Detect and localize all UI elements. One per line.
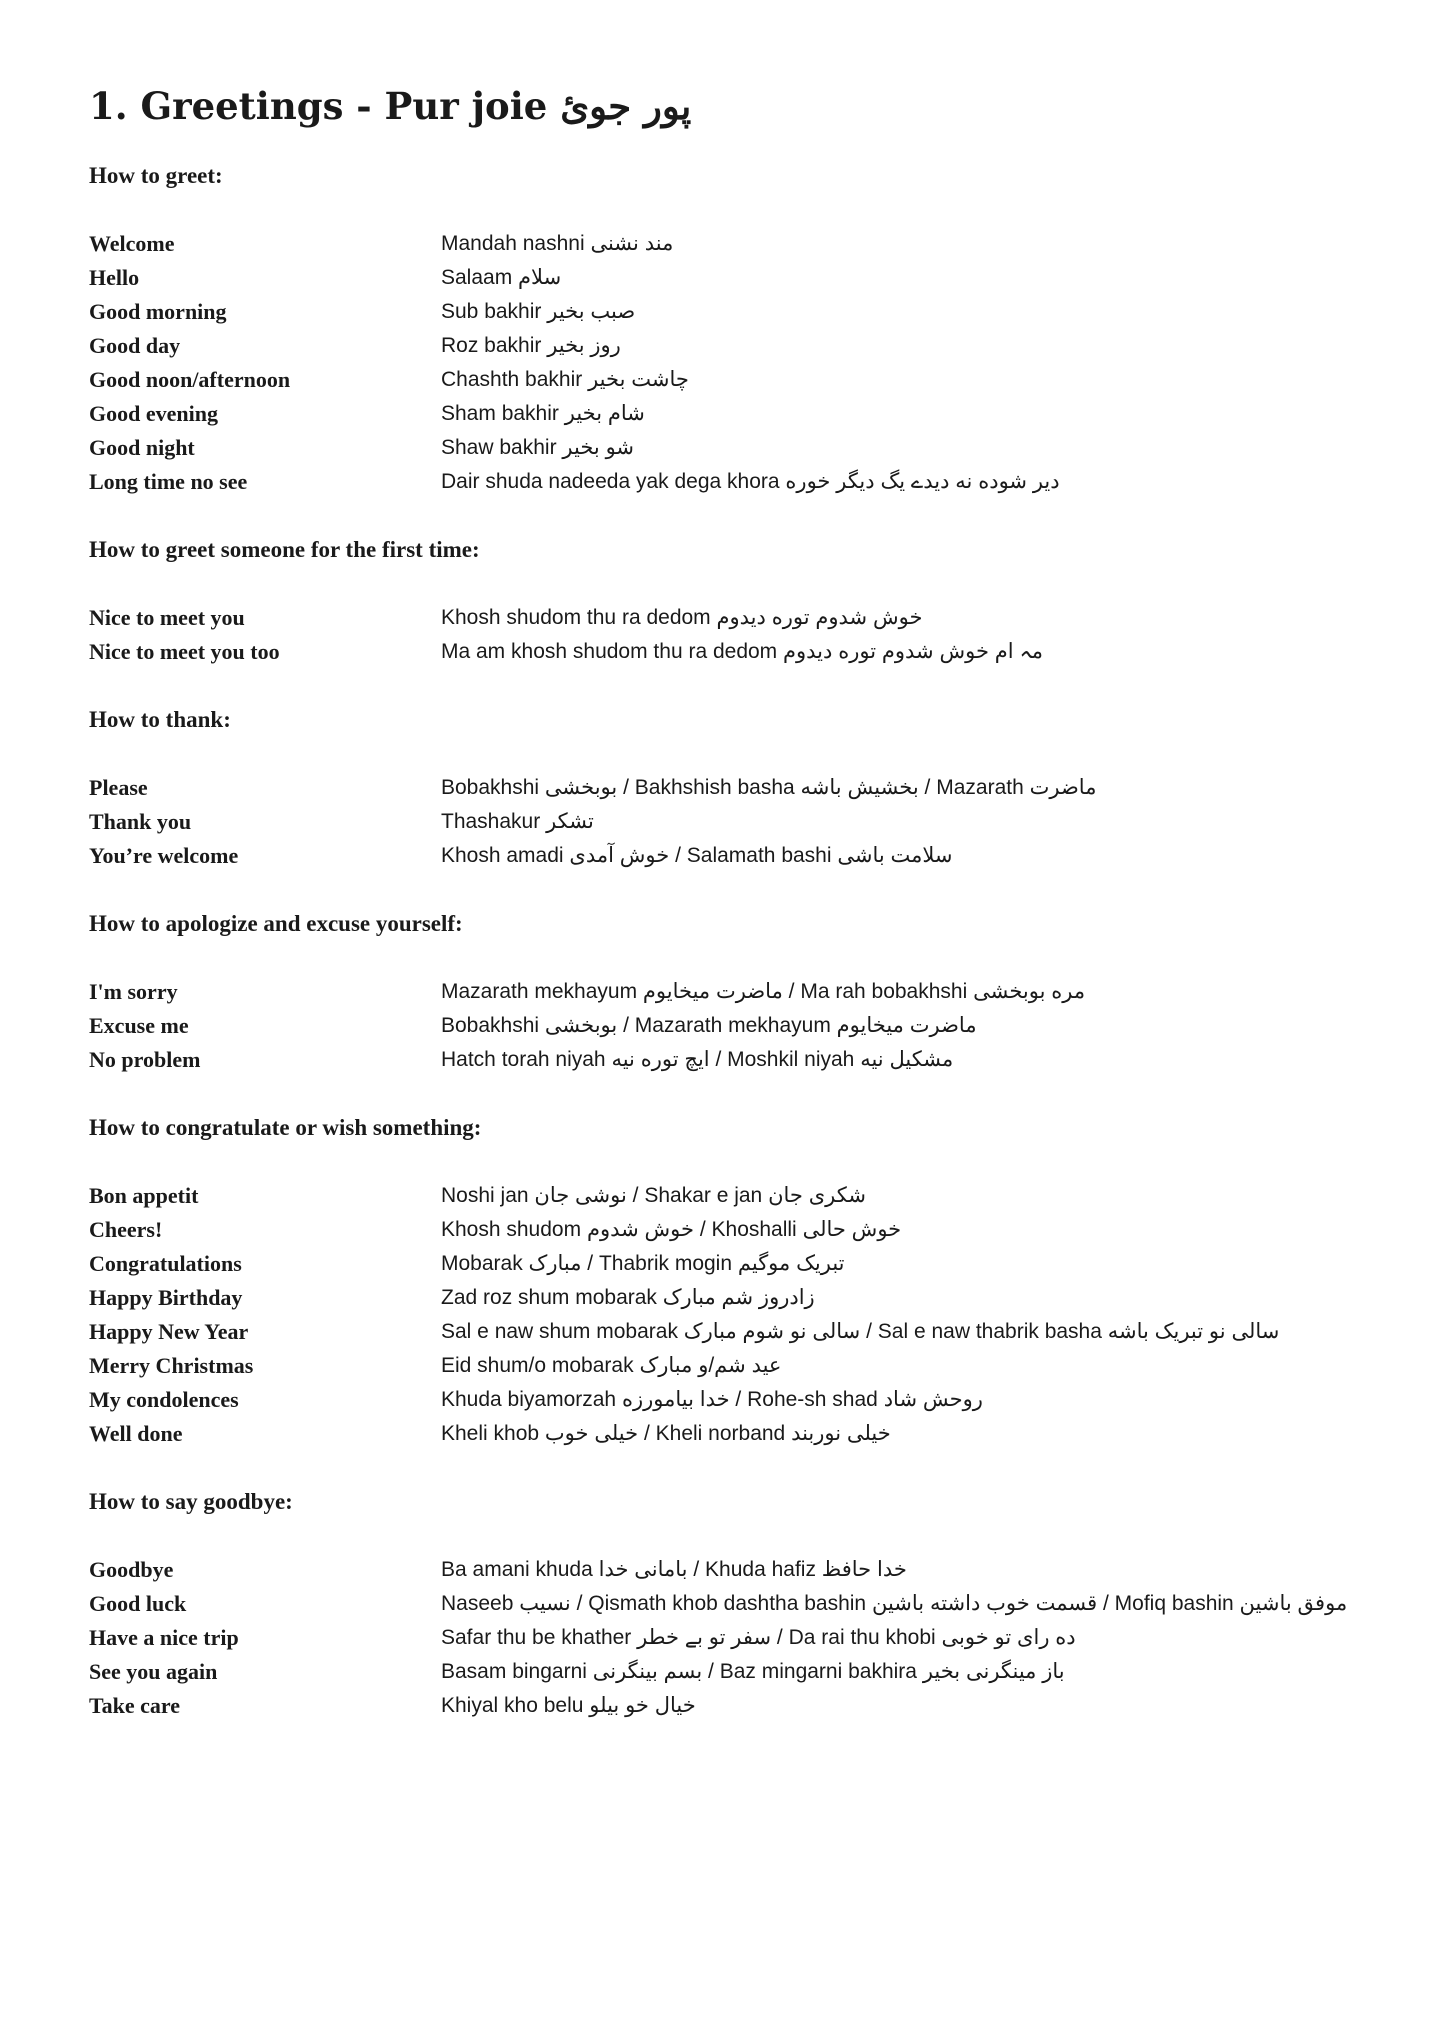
- english-term: Welcome: [89, 231, 175, 256]
- hazaragi-translation: Khuda biyamorzah خدا بیامورزه / Rohe-sh shad روحش شاد: [441, 1388, 983, 1411]
- hazaragi-translation: Khosh shudom thu ra dedom خوش شدوم توره دیدوم: [441, 606, 923, 629]
- phrase-row: [89, 635, 1379, 669]
- phrase-row: [89, 1009, 1379, 1043]
- english-term: Merry Christmas: [89, 1353, 254, 1378]
- phrase-row: [89, 363, 1379, 397]
- hazaragi-translation: Khosh amadi خوش آمدی / Salamath bashi سلامت باشی: [441, 844, 953, 867]
- hazaragi-translation: Eid shum/o mobarak عید شم/و مبارک: [441, 1354, 782, 1377]
- english-term: Good day: [89, 333, 181, 358]
- hazaragi-translation: Naseeb نسیب / Qismath khob dashtha bashin قسمت خوب داشته باشین / Mofiq bashin موفق باشین: [441, 1592, 1348, 1615]
- phrase-row: [89, 397, 1379, 431]
- section-heading: How to greet someone for the first time:: [89, 537, 480, 562]
- phrase-row: [89, 1553, 1379, 1587]
- english-term: Cheers!: [89, 1217, 163, 1242]
- english-term: Good evening: [89, 401, 218, 426]
- hazaragi-translation: Mobarak مبارک / Thabrik mogin تبریک موگیم: [441, 1252, 845, 1275]
- phrase-row: [89, 805, 1379, 839]
- phrase-list: [89, 1553, 1379, 1723]
- english-term: Good morning: [89, 299, 227, 324]
- phrase-row: [89, 1315, 1379, 1349]
- phrase-row: [89, 1655, 1379, 1689]
- phrase-list: [89, 1179, 1379, 1451]
- phrase-row: [89, 295, 1379, 329]
- section-heading: How to apologize and excuse yourself:: [89, 911, 463, 936]
- phrase-list: [89, 227, 1379, 499]
- phrase-row: [89, 1383, 1379, 1417]
- english-term: Nice to meet you too: [89, 639, 280, 664]
- english-term: Goodbye: [89, 1557, 174, 1582]
- phrase-row: [89, 1587, 1379, 1621]
- hazaragi-translation: Sham bakhir شام بخیر: [441, 402, 645, 425]
- english-term: See you again: [89, 1659, 218, 1684]
- hazaragi-translation: Mazarath mekhayum ماضرت میخایوم / Ma rah bobakhshi مره بوبخشی: [441, 980, 1086, 1003]
- english-term: Take care: [89, 1693, 181, 1718]
- hazaragi-translation: Salaam سلام: [441, 266, 562, 289]
- hazaragi-translation: Sub bakhir صبب بخیر: [441, 300, 636, 323]
- english-term: Good night: [89, 435, 195, 460]
- english-term: Hello: [89, 265, 140, 290]
- phrase-list: [89, 601, 1379, 669]
- phrase-row: [89, 1621, 1379, 1655]
- phrase-row: [89, 465, 1379, 499]
- hazaragi-translation: Roz bakhir روز بخیر: [441, 334, 621, 357]
- phrase-row: [89, 1281, 1379, 1315]
- phrase-row: [89, 1247, 1379, 1281]
- english-term: Please: [89, 775, 148, 800]
- phrase-row: [89, 1417, 1379, 1451]
- phrase-row: [89, 975, 1379, 1009]
- hazaragi-translation: Shaw bakhir شو بخیر: [441, 436, 635, 459]
- hazaragi-translation: Ba amani khuda بامانی خدا / Khuda hafiz خدا حافظ: [441, 1558, 907, 1581]
- hazaragi-translation: Thashakur تشکر: [441, 810, 594, 833]
- document-page: [89, 78, 1379, 1757]
- hazaragi-translation: Hatch torah niyah ایچ توره نیه / Moshkil niyah مشکیل نیه: [441, 1048, 954, 1071]
- phrase-row: [89, 431, 1379, 465]
- hazaragi-translation: Safar thu be khather سفر تو بے خطر / Da rai thu khobi ده رای تو خوبی: [441, 1626, 1076, 1649]
- phrase-section: [89, 907, 1379, 1077]
- phrase-row: [89, 1043, 1379, 1077]
- english-term: Bon appetit: [89, 1183, 199, 1208]
- english-term: Happy New Year: [89, 1319, 249, 1344]
- hazaragi-translation: Sal e naw shum mobarak سالی نو شوم مبارک / Sal e naw thabrik basha سالی نو تبریک باشه: [441, 1320, 1280, 1343]
- english-term: Have a nice trip: [89, 1625, 239, 1650]
- hazaragi-translation: Noshi jan نوشی جان / Shakar e jan شکری جان: [441, 1184, 866, 1207]
- phrase-row: [89, 1179, 1379, 1213]
- english-term: Long time no see: [89, 469, 248, 494]
- phrase-row: [89, 329, 1379, 363]
- page-title: 1. Greetings - Pur joie پور جوئ: [89, 84, 692, 128]
- phrase-row: [89, 261, 1379, 295]
- phrase-row: [89, 839, 1379, 873]
- phrase-row: [89, 227, 1379, 261]
- english-term: Good luck: [89, 1591, 187, 1616]
- phrase-section: [89, 1485, 1379, 1723]
- hazaragi-translation: Mandah nashni مند نشنی: [441, 232, 674, 255]
- sections-container: [89, 159, 1379, 1723]
- english-term: Good noon/afternoon: [89, 367, 291, 392]
- english-term: Congratulations: [89, 1251, 242, 1276]
- phrase-row: [89, 771, 1379, 805]
- hazaragi-translation: Bobakhshi بوبخشی / Mazarath mekhayum ماضرت میخایوم: [441, 1014, 977, 1037]
- english-term: No problem: [89, 1047, 201, 1072]
- phrase-row: [89, 1213, 1379, 1247]
- english-term: Thank you: [89, 809, 192, 834]
- hazaragi-translation: Khosh shudom خوش شدوم / Khoshalli خوش حالی: [441, 1218, 902, 1241]
- english-term: My condolences: [89, 1387, 239, 1412]
- english-term: Happy Birthday: [89, 1285, 243, 1310]
- english-term: Well done: [89, 1421, 183, 1446]
- hazaragi-translation: Basam bingarni بسم بینگرنی / Baz mingarni bakhira باز مینگرنی بخیر: [441, 1660, 1065, 1683]
- hazaragi-translation: Kheli khob خیلی خوب / Kheli norband خیلی نوربند: [441, 1422, 891, 1445]
- phrase-section: [89, 1111, 1379, 1451]
- phrase-row: [89, 601, 1379, 635]
- section-heading: How to thank:: [89, 707, 231, 732]
- english-term: Excuse me: [89, 1013, 189, 1038]
- hazaragi-translation: Bobakhshi بوبخشی / Bakhshish basha بخشیش باشه / Mazarath ماضرت: [441, 776, 1097, 799]
- english-term: You’re welcome: [89, 843, 239, 868]
- phrase-section: [89, 159, 1379, 499]
- phrase-row: [89, 1349, 1379, 1383]
- english-term: Nice to meet you: [89, 605, 245, 630]
- hazaragi-translation: Chashth bakhir چاشت بخیر: [441, 368, 689, 391]
- hazaragi-translation: Zad roz shum mobarak زادروز شم مبارک: [441, 1286, 815, 1309]
- section-heading: How to congratulate or wish something:: [89, 1115, 482, 1140]
- hazaragi-translation: Khiyal kho belu خیال خو بیلو: [441, 1694, 696, 1717]
- phrase-section: [89, 533, 1379, 669]
- phrase-row: [89, 1689, 1379, 1723]
- section-heading: How to greet:: [89, 163, 223, 188]
- english-term: I'm sorry: [89, 979, 178, 1004]
- phrase-section: [89, 703, 1379, 873]
- hazaragi-translation: Dair shuda nadeeda yak dega khora دیر شوده نه دیدے یگ دیگر خوره: [441, 470, 1060, 493]
- hazaragi-translation: Ma am khosh shudom thu ra dedom مہ ام خوش شدوم توره دیدوم: [441, 640, 1044, 663]
- section-heading: How to say goodbye:: [89, 1489, 293, 1514]
- phrase-list: [89, 975, 1379, 1077]
- phrase-list: [89, 771, 1379, 873]
